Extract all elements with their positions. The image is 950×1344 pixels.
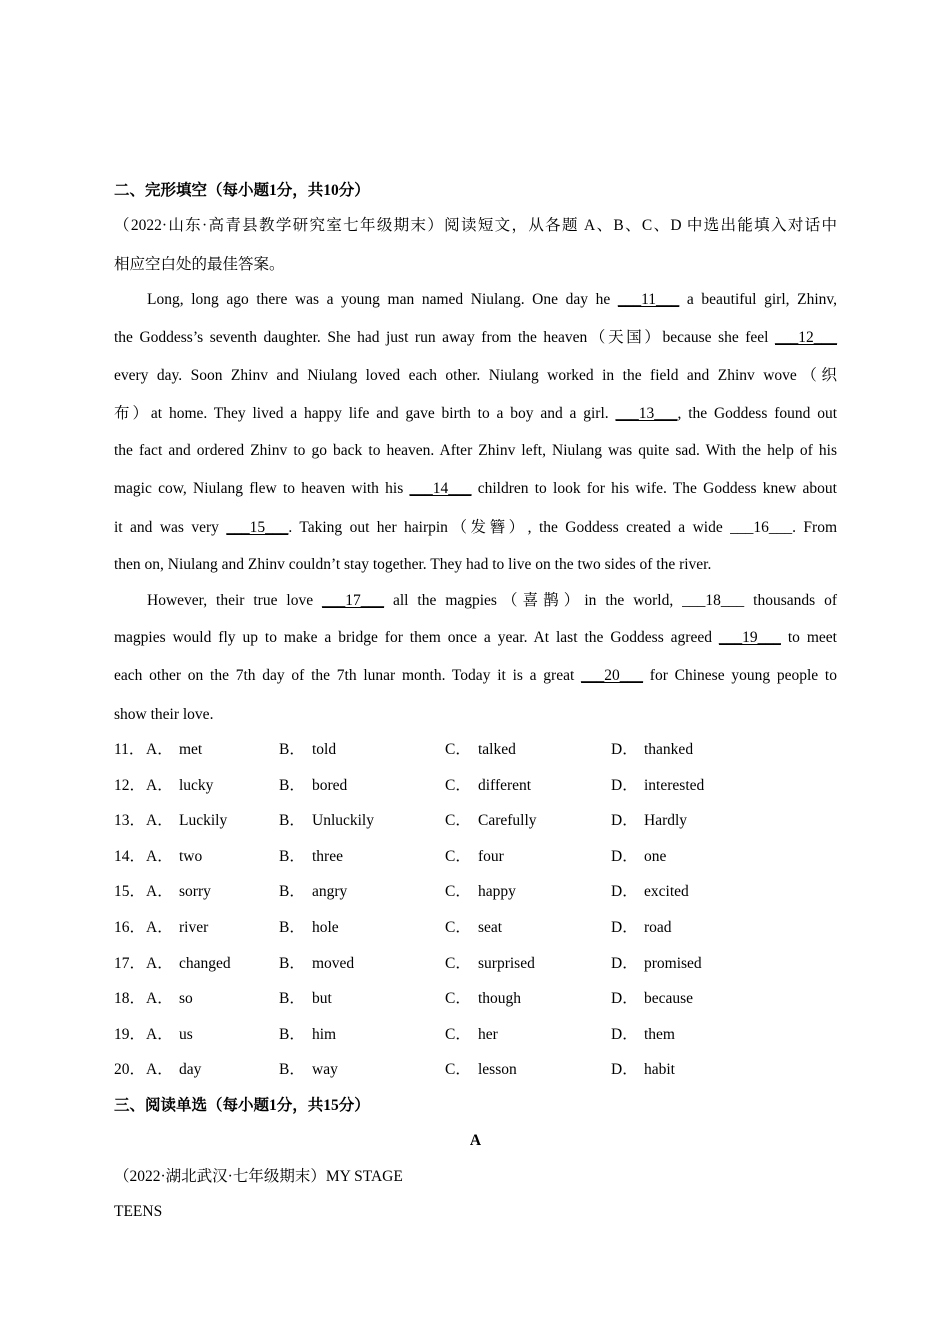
option-text: river [179, 919, 209, 936]
option-b [279, 811, 374, 831]
option-d [611, 740, 693, 760]
option-a [146, 882, 211, 902]
option-label: D． [611, 955, 638, 972]
option-text: because [644, 990, 694, 1007]
option-d [611, 847, 666, 867]
blank-17: ___17___ [322, 592, 385, 609]
question-row [114, 954, 837, 974]
option-label: B． [279, 1026, 305, 1043]
option-d [611, 1025, 675, 1045]
section3-heading: 三、阅读单选（每小题1分，共15分） [114, 1097, 370, 1114]
question-number: 20． [114, 1061, 146, 1078]
option-text: habit [644, 1061, 675, 1078]
option-text: Unluckily [312, 812, 374, 829]
option-text: met [179, 741, 203, 758]
option-b [279, 918, 339, 938]
question-row [114, 776, 837, 796]
option-text: Luckily [179, 812, 228, 829]
blank-12: ___12___ [775, 329, 837, 346]
option-text: lucky [179, 777, 214, 794]
option-text: hole [312, 919, 339, 936]
option-text: promised [644, 955, 702, 972]
option-label: A． [146, 955, 173, 972]
option-b [279, 954, 354, 974]
option-label: A． [146, 848, 173, 865]
option-label: C． [445, 1026, 471, 1043]
option-label: D． [611, 848, 638, 865]
section2-instruction-cont: 相应空白处的最佳答案。 [114, 256, 285, 273]
option-text: Hardly [644, 812, 688, 829]
option-label: D． [611, 812, 638, 829]
option-text: day [179, 1061, 202, 1078]
option-label: B． [279, 955, 305, 972]
option-text: but [312, 990, 332, 1007]
option-a [146, 776, 213, 796]
section2-instruction: （2022·山东·高青县教学研究室七年级期末）阅读短文，从各题 A、B、C、D 中选出能填入对话中 [114, 217, 837, 234]
option-text: three [312, 848, 343, 865]
option-label: A． [146, 883, 173, 900]
option-c [445, 847, 504, 867]
option-text: seat [478, 919, 503, 936]
option-label: C． [445, 955, 471, 972]
option-text: different [478, 777, 532, 794]
option-text: told [312, 741, 337, 758]
option-label: C． [445, 990, 471, 1007]
option-label: D． [611, 1026, 638, 1043]
passage-line: However, their true love ___17___ all the magpies（喜鹊）in the world, ___18___ thousands of [147, 592, 837, 609]
option-text: happy [478, 883, 516, 900]
question-number: 17． [114, 955, 146, 972]
option-c [445, 1025, 498, 1045]
option-text: though [478, 990, 522, 1007]
blank-20: ___20___ [581, 667, 644, 684]
question-number: 18． [114, 990, 146, 1007]
source-line: （2022·湖北武汉·七年级期末）MY STAGE [114, 1168, 403, 1185]
passage-line: Long, long ago there was a young man named Niulang. One day he ___11___ a beautiful girl, Zhinv, [147, 291, 838, 308]
option-a [146, 847, 202, 867]
option-label: C． [445, 919, 471, 936]
option-label: D． [611, 883, 638, 900]
option-label: C． [445, 883, 471, 900]
passage-line: show their love. [114, 706, 214, 723]
question-row [114, 989, 837, 1009]
passage-line: the fact and ordered Zhinv to go back to heaven. After Zhinv left, Niulang was quite sad. With the help of his [114, 442, 837, 459]
option-text: Carefully [478, 812, 537, 829]
option-label: C． [445, 741, 471, 758]
option-text: one [644, 848, 667, 865]
blank-13: ___13___ [615, 405, 678, 422]
option-label: B． [279, 990, 305, 1007]
subtitle: TEENS [114, 1203, 163, 1220]
option-text: surprised [478, 955, 535, 972]
option-c [445, 954, 535, 974]
question-row [114, 847, 837, 867]
option-b [279, 1025, 336, 1045]
option-label: A． [146, 1061, 173, 1078]
option-d [611, 918, 672, 938]
option-label: B． [279, 741, 305, 758]
option-c [445, 882, 516, 902]
option-d [611, 882, 689, 902]
option-label: A． [146, 741, 173, 758]
question-number: 14． [114, 848, 146, 865]
blank-11: ___11___ [617, 291, 680, 308]
option-text: interested [644, 777, 705, 794]
option-c [445, 740, 516, 760]
option-label: B． [279, 777, 305, 794]
option-d [611, 811, 687, 831]
option-label: B． [279, 1061, 305, 1078]
option-label: B． [279, 919, 305, 936]
option-b [279, 989, 332, 1009]
option-a [146, 954, 231, 974]
option-a [146, 1060, 201, 1080]
question-row [114, 740, 837, 760]
option-c [445, 776, 531, 796]
blank-14: ___14___ [409, 480, 472, 497]
option-a [146, 1025, 193, 1045]
option-d [611, 1060, 675, 1080]
option-a [146, 918, 208, 938]
option-d [611, 954, 702, 974]
option-label: A． [146, 919, 173, 936]
option-b [279, 847, 343, 867]
option-label: B． [279, 812, 305, 829]
option-label: C． [445, 1061, 471, 1078]
option-a [146, 989, 193, 1009]
option-b [279, 882, 347, 902]
option-text: changed [179, 955, 231, 972]
option-text: four [478, 848, 504, 865]
option-b [279, 740, 336, 760]
option-label: D． [611, 1061, 638, 1078]
question-number: 13． [114, 812, 146, 829]
section2-heading: 二、完形填空（每小题1分，共10分） [114, 182, 370, 199]
question-number: 15． [114, 883, 146, 900]
option-text: sorry [179, 883, 211, 900]
option-c [445, 918, 502, 938]
option-label: D． [611, 777, 638, 794]
option-b [279, 776, 347, 796]
option-b [279, 1060, 338, 1080]
question-row [114, 882, 837, 902]
option-text: excited [644, 883, 689, 900]
option-text: way [312, 1061, 338, 1078]
option-text: them [644, 1026, 675, 1043]
option-label: C． [445, 848, 471, 865]
option-text: two [179, 848, 203, 865]
passage-line: each other on the 7th day of the 7th lunar month. Today it is a great ___20___ for Chinese young people to [114, 667, 837, 684]
option-c [445, 811, 537, 831]
question-number: 19． [114, 1026, 146, 1043]
question-row [114, 811, 837, 831]
passage-line: it and was very ___15___. Taking out her hairpin（发簪）, the Goddess created a wide ___16___. From [114, 519, 838, 536]
part-label: A [469, 1132, 482, 1149]
question-row [114, 1060, 837, 1080]
option-text: moved [312, 955, 355, 972]
option-d [611, 989, 693, 1009]
option-a [146, 740, 202, 760]
option-c [445, 1060, 517, 1080]
option-text: him [312, 1026, 337, 1043]
passage-line: magpies would fly up to make a bridge for them once a year. At last the Goddess agreed ___19___ to meet [114, 629, 837, 646]
option-text: us [179, 1026, 193, 1043]
passage-line: 布）at home. They lived a happy life and gave birth to a boy and a girl. ___13___, the Goddess found out [114, 405, 838, 422]
passage-line: magic cow, Niulang flew to heaven with his ___14___ children to look for his wife. The Goddess knew about [114, 480, 837, 497]
option-label: A． [146, 777, 173, 794]
option-label: D． [611, 919, 638, 936]
passage-line: then on, Niulang and Zhinv couldn’t stay together. They had to live on the two sides of the river. [114, 556, 712, 573]
option-label: B． [279, 883, 305, 900]
option-label: D． [611, 741, 638, 758]
option-label: D． [611, 990, 638, 1007]
option-label: A． [146, 812, 173, 829]
option-text: so [179, 990, 193, 1007]
option-text: talked [478, 741, 516, 758]
option-text: her [478, 1026, 498, 1043]
option-c [445, 989, 521, 1009]
blank-19: ___19___ [718, 629, 781, 646]
blank-15: ___15___ [226, 519, 289, 536]
option-text: lesson [478, 1061, 517, 1078]
option-label: A． [146, 1026, 173, 1043]
passage-line: every day. Soon Zhinv and Niulang loved each other. Niulang worked in the field and Zhinv wove（织 [114, 367, 837, 384]
question-number: 11． [114, 741, 145, 758]
option-text: angry [312, 883, 348, 900]
passage-line: the Goddess’s seventh daughter. She had just run away from the heaven（天国）because she feel ___12___ [114, 329, 837, 346]
question-row [114, 1025, 837, 1045]
option-text: road [644, 919, 672, 936]
option-text: bored [312, 777, 348, 794]
option-label: C． [445, 777, 471, 794]
option-text: thanked [644, 741, 694, 758]
question-row [114, 918, 837, 938]
option-a [146, 811, 227, 831]
option-d [611, 776, 704, 796]
option-label: B． [279, 848, 305, 865]
option-label: C． [445, 812, 471, 829]
option-label: A． [146, 990, 173, 1007]
question-number: 12． [114, 777, 146, 794]
question-number: 16． [114, 919, 146, 936]
